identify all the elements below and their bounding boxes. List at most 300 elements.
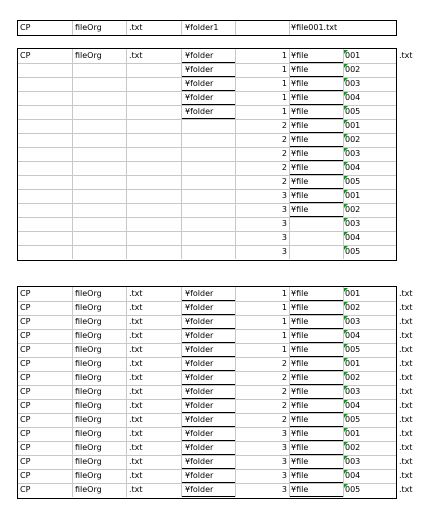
formula-indicator-icon [344,316,348,320]
cell-num[interactable]: 3 [281,471,287,480]
table-row [18,483,396,497]
cell-org[interactable]: fileOrg [75,443,102,452]
cell-folder[interactable]: ¥folder [185,359,214,368]
cell-file[interactable]: ¥file [291,317,309,326]
cell-org[interactable]: fileOrg [75,429,102,438]
col-divider [126,49,127,259]
col-divider [289,21,290,35]
cell-cp[interactable] [20,161,70,175]
cell-cp[interactable]: CP [20,373,31,382]
table-row [18,343,396,357]
cell-ext[interactable]: .txt [129,331,143,340]
cell-idx[interactable]: 001 [345,289,361,298]
cell-idx[interactable]: 004 [345,331,361,340]
cell-folder[interactable]: ¥folder [185,457,214,466]
cell-idx[interactable]: 001 [345,121,361,130]
col-divider [289,287,290,497]
table-row [18,413,396,427]
cell-org[interactable]: fileOrg [75,415,102,424]
cell-folder[interactable]: ¥folder [185,415,214,424]
cell-num[interactable]: 2 [281,135,287,144]
cell-ext[interactable]: .txt [129,345,143,354]
cell-cp[interactable]: CP [20,387,31,396]
cell-org[interactable] [75,231,125,245]
suffix-cell[interactable]: .txt [399,317,413,326]
table-row [18,455,396,469]
cell-result[interactable]: ¥file001.txt [291,23,338,32]
cell-file[interactable]: ¥file [291,373,309,382]
cell-org[interactable] [75,105,125,119]
cell-cp[interactable] [20,147,70,161]
cell-ext[interactable] [129,161,179,175]
cell-idx[interactable]: 001 [345,191,361,200]
cell-file[interactable]: ¥file [291,177,309,186]
cell-ext[interactable] [129,175,179,189]
cell-file[interactable]: ¥file [291,359,309,368]
cell-idx[interactable]: 002 [345,373,361,382]
cell-idx[interactable]: 002 [345,303,361,312]
cell-idx[interactable]: 004 [345,233,361,242]
cell-org[interactable] [75,91,125,105]
cell-num[interactable]: 1 [281,93,287,102]
table-row [18,371,396,385]
cell-ext[interactable]: .txt [129,317,143,326]
suffix-cell[interactable]: .txt [399,51,413,60]
cell-folder[interactable]: ¥folder1 [185,23,219,32]
cell-cp[interactable]: CP [20,429,31,438]
table-row [18,427,396,441]
suffix-cell[interactable]: .txt [399,429,413,438]
cell-file[interactable]: ¥file [291,121,309,130]
cell-cp[interactable] [20,91,70,105]
formula-indicator-icon [344,456,348,460]
cell-cp[interactable]: CP [20,23,31,32]
cell-folder[interactable]: ¥folder [185,443,214,452]
cell-cp[interactable] [20,119,70,133]
cell-ext[interactable] [129,133,179,147]
cell-file[interactable]: ¥file [291,429,309,438]
table-row [18,231,396,245]
table-2 [17,48,397,261]
formula-indicator-icon [344,414,348,418]
cell-org[interactable]: fileOrg [75,331,102,340]
formula-indicator-icon [344,148,348,152]
cell-num[interactable]: 1 [281,331,287,340]
cell-cp[interactable] [20,231,70,245]
cell-ext[interactable] [129,63,179,77]
cell-cp[interactable]: CP [20,289,31,298]
cell-file[interactable]: ¥file [291,303,309,312]
cell-idx[interactable]: 004 [345,93,361,102]
cell-cp[interactable] [20,217,70,231]
cell-cp[interactable] [20,105,70,119]
cell-idx[interactable]: 001 [345,429,361,438]
cell-idx[interactable]: 001 [345,359,361,368]
cell-folder[interactable]: ¥folder [185,429,214,438]
cell-file[interactable]: ¥file [291,205,309,214]
table-row [18,119,396,133]
cell-org[interactable]: fileOrg [75,51,102,60]
col-divider [343,287,344,497]
suffix-cell[interactable]: .txt [399,359,413,368]
cell-folder[interactable]: ¥folder [185,331,214,340]
cell-ext[interactable] [129,91,179,105]
cell-file[interactable]: ¥file [291,345,309,354]
cell-idx[interactable]: 005 [345,345,361,354]
cell-org[interactable] [75,133,125,147]
cell-cp[interactable] [20,133,70,147]
table-row [18,105,396,119]
cell-folder[interactable] [185,119,235,133]
formula-indicator-icon [344,288,348,292]
table-row [18,63,396,77]
cell-cp[interactable] [20,175,70,189]
cell-folder[interactable]: ¥folder [185,65,214,74]
cell-ext[interactable] [129,231,179,245]
cell-org[interactable] [75,217,125,231]
cell-org[interactable]: fileOrg [75,289,102,298]
cell-num[interactable]: 1 [281,317,287,326]
cell-ext[interactable]: .txt [129,387,143,396]
cell-num[interactable]: 2 [281,415,287,424]
cell-folder[interactable] [185,175,235,189]
suffix-cell[interactable]: .txt [399,331,413,340]
cell-cp[interactable]: CP [20,345,31,354]
cell-num[interactable]: 2 [281,359,287,368]
cell-org[interactable] [75,189,125,203]
formula-indicator-icon [344,400,348,404]
formula-indicator-icon [344,246,348,250]
cell-num[interactable]: 1 [281,51,287,60]
cell-num[interactable]: 3 [281,485,287,494]
suffix-cell[interactable]: .txt [399,401,413,410]
formula-indicator-icon [344,190,348,194]
cell-org[interactable]: fileOrg [75,485,102,494]
cell-num[interactable]: 2 [281,373,287,382]
cell-org[interactable] [75,147,125,161]
cell-file[interactable]: ¥file [291,401,309,410]
cell-ext[interactable] [129,105,179,119]
cell-org[interactable]: fileOrg [75,401,102,410]
formula-indicator-icon [344,106,348,110]
suffix-cell[interactable]: .txt [399,415,413,424]
formula-indicator-icon [344,344,348,348]
cell-org[interactable]: fileOrg [75,317,102,326]
cell-num[interactable]: 3 [281,191,287,200]
cell-idx[interactable]: 004 [345,163,361,172]
cell-cp[interactable] [20,203,70,217]
cell-idx[interactable]: 005 [345,415,361,424]
suffix-cell[interactable]: .txt [399,303,413,312]
cell-org[interactable] [75,63,125,77]
cell-org[interactable] [75,119,125,133]
cell-folder[interactable] [185,231,235,245]
col-divider [235,21,236,35]
cell-num[interactable]: 2 [281,149,287,158]
cell-file[interactable]: ¥file [291,331,309,340]
cell-org[interactable] [75,203,125,217]
cell-folder[interactable]: ¥folder [185,387,214,396]
cell-cp[interactable]: CP [20,415,31,424]
col-divider [181,49,182,259]
cell-cp[interactable]: CP [20,471,31,480]
table-row [18,133,396,147]
cell-idx[interactable]: 003 [345,79,361,88]
cell-cp[interactable]: CP [20,457,31,466]
cell-cp[interactable]: CP [20,317,31,326]
cell-num[interactable]: 1 [281,289,287,298]
cell-num[interactable]: 2 [281,163,287,172]
formula-indicator-icon [344,92,348,96]
suffix-cell[interactable]: .txt [399,471,413,480]
cell-cp[interactable]: CP [20,303,31,312]
cell-fileorg[interactable]: fileOrg [75,23,102,32]
cell-file[interactable] [291,217,341,231]
suffix-cell[interactable]: .txt [399,485,413,494]
cell-file[interactable]: ¥file [291,289,309,298]
cell-file[interactable] [291,245,341,259]
table-row [18,287,396,301]
suffix-cell[interactable]: .txt [399,387,413,396]
col-divider [289,49,290,259]
cell-ext[interactable] [129,217,179,231]
cell-num[interactable]: 3 [281,205,287,214]
formula-indicator-icon [344,302,348,306]
cell-org[interactable]: fileOrg [75,345,102,354]
cell-num[interactable]: 3 [281,219,287,228]
table-row [18,49,396,63]
cell-org[interactable] [75,245,125,259]
cell-org[interactable]: fileOrg [75,457,102,466]
table-row [18,245,396,259]
formula-indicator-icon [344,442,348,446]
formula-indicator-icon [344,470,348,474]
cell-org[interactable]: fileOrg [75,359,102,368]
cell-idx[interactable]: 003 [345,457,361,466]
formula-indicator-icon [344,64,348,68]
cell-idx[interactable]: 002 [345,443,361,452]
cell-file[interactable]: ¥file [291,191,309,200]
cell-idx[interactable]: 004 [345,471,361,480]
cell-folder[interactable]: ¥folder [185,107,214,116]
cell-idx[interactable]: 001 [345,51,361,60]
cell-ext[interactable] [129,147,179,161]
cell-ext[interactable]: .txt [129,23,143,32]
cell-ext[interactable]: .txt [129,429,143,438]
cell-num[interactable]: 1 [281,345,287,354]
cell-num[interactable]: 1 [281,107,287,116]
cell-idx[interactable]: 002 [345,205,361,214]
formula-indicator-icon [344,120,348,124]
suffix-cell[interactable]: .txt [399,457,413,466]
cell-ext[interactable] [129,245,179,259]
cell-folder[interactable]: ¥folder [185,345,214,354]
cell-idx[interactable]: 005 [345,177,361,186]
formula-indicator-icon [344,428,348,432]
cell-folder[interactable]: ¥folder [185,317,214,326]
formula-indicator-icon [344,204,348,208]
cell-folder[interactable]: ¥folder [185,79,214,88]
cell-ext[interactable]: .txt [129,359,143,368]
cell-cp[interactable] [20,189,70,203]
cell-folder[interactable]: ¥folder [185,51,214,60]
cell-idx[interactable]: 003 [345,317,361,326]
cell-idx[interactable]: 004 [345,401,361,410]
cell-cp[interactable]: CP [20,331,31,340]
cell-cp[interactable] [20,77,70,91]
cell-file[interactable]: ¥file [291,149,309,158]
table-row [18,175,396,189]
cell-file[interactable]: ¥file [291,443,309,452]
cell-empty[interactable] [237,21,289,35]
cell-file[interactable]: ¥file [291,93,309,102]
cell-folder[interactable]: ¥folder [185,289,214,298]
cell-folder[interactable] [185,133,235,147]
cell-idx[interactable]: 005 [345,107,361,116]
cell-ext[interactable] [129,203,179,217]
table-row [18,189,396,203]
cell-org[interactable]: fileOrg [75,387,102,396]
cell-file[interactable] [291,231,341,245]
cell-num[interactable]: 1 [281,79,287,88]
cell-num[interactable]: 3 [281,457,287,466]
cell-num[interactable]: 2 [281,121,287,130]
cell-num[interactable]: 2 [281,387,287,396]
cell-ext[interactable]: .txt [129,443,143,452]
table-row [18,147,396,161]
table-row [18,441,396,455]
table-row [18,399,396,413]
cell-ext[interactable]: .txt [129,373,143,382]
formula-indicator-icon [344,372,348,376]
cell-idx[interactable]: 003 [345,149,361,158]
suffix-cell[interactable]: .txt [399,373,413,382]
cell-cp[interactable] [20,63,70,77]
cell-org[interactable]: fileOrg [75,303,102,312]
cell-folder[interactable] [185,245,235,259]
cell-file[interactable]: ¥file [291,415,309,424]
cell-ext[interactable]: .txt [129,485,143,494]
cell-idx[interactable]: 002 [345,65,361,74]
cell-num[interactable]: 2 [281,401,287,410]
cell-num[interactable]: 2 [281,177,287,186]
cell-num[interactable]: 3 [281,443,287,452]
cell-idx[interactable]: 003 [345,219,361,228]
col-divider [72,21,73,35]
cell-folder[interactable] [185,203,235,217]
cell-border [181,496,236,497]
formula-indicator-icon [344,78,348,82]
cell-num[interactable]: 3 [281,233,287,242]
cell-num[interactable]: 3 [281,247,287,256]
cell-num[interactable]: 3 [281,429,287,438]
cell-ext[interactable]: .txt [129,471,143,480]
cell-cp[interactable]: CP [20,359,31,368]
col-divider [181,287,182,497]
table-3 [17,286,397,499]
cell-ext[interactable]: .txt [129,415,143,424]
table-row [18,77,396,91]
cell-folder[interactable] [185,161,235,175]
formula-indicator-icon [344,134,348,138]
cell-file[interactable]: ¥file [291,387,309,396]
cell-folder[interactable] [185,189,235,203]
cell-folder[interactable] [185,147,235,161]
cell-file[interactable]: ¥file [291,107,309,116]
cell-folder[interactable]: ¥folder [185,401,214,410]
cell-cp[interactable] [20,245,70,259]
cell-folder[interactable]: ¥folder [185,471,214,480]
cell-org[interactable] [75,77,125,91]
cell-idx[interactable]: 005 [345,247,361,256]
cell-file[interactable]: ¥file [291,471,309,480]
cell-file[interactable]: ¥file [291,51,309,60]
cell-file[interactable]: ¥file [291,485,309,494]
cell-file[interactable]: ¥file [291,65,309,74]
cell-folder[interactable]: ¥folder [185,485,214,494]
cell-ext[interactable]: .txt [129,401,143,410]
cell-folder[interactable]: ¥folder [185,303,214,312]
cell-idx[interactable]: 003 [345,387,361,396]
formula-indicator-icon [344,218,348,222]
cell-file[interactable]: ¥file [291,79,309,88]
suffix-cell[interactable]: .txt [399,345,413,354]
cell-folder[interactable] [185,217,235,231]
formula-indicator-icon [344,330,348,334]
cell-org[interactable] [75,161,125,175]
col-divider [235,287,236,497]
cell-folder[interactable]: ¥folder [185,373,214,382]
table-row [18,329,396,343]
suffix-cell[interactable]: .txt [399,443,413,452]
cell-org[interactable]: fileOrg [75,471,102,480]
cell-folder[interactable]: ¥folder [185,93,214,102]
formula-indicator-icon [344,162,348,166]
cell-ext[interactable]: .txt [129,289,143,298]
cell-file[interactable]: ¥file [291,135,309,144]
cell-ext[interactable]: .txt [129,51,143,60]
cell-cp[interactable]: CP [20,51,31,60]
cell-org[interactable]: fileOrg [75,373,102,382]
cell-cp[interactable]: CP [20,485,31,494]
cell-ext[interactable] [129,119,179,133]
cell-num[interactable]: 1 [281,65,287,74]
table-row [18,161,396,175]
formula-indicator-icon [344,50,348,54]
table-row [18,315,396,329]
suffix-cell[interactable]: .txt [399,289,413,298]
cell-ext[interactable] [129,77,179,91]
cell-file[interactable]: ¥file [291,457,309,466]
table-1 [17,20,397,36]
cell-num[interactable]: 1 [281,303,287,312]
cell-org[interactable] [75,175,125,189]
table-row [18,217,396,231]
cell-ext[interactable] [129,189,179,203]
formula-indicator-icon [344,232,348,236]
cell-idx[interactable]: 005 [345,485,361,494]
table-row [18,385,396,399]
cell-ext[interactable]: .txt [129,457,143,466]
col-divider [126,287,127,497]
col-divider [72,49,73,259]
cell-idx[interactable]: 002 [345,135,361,144]
cell-ext[interactable]: .txt [129,303,143,312]
cell-cp[interactable]: CP [20,401,31,410]
formula-indicator-icon [344,484,348,488]
cell-file[interactable]: ¥file [291,163,309,172]
cell-cp[interactable]: CP [20,443,31,452]
